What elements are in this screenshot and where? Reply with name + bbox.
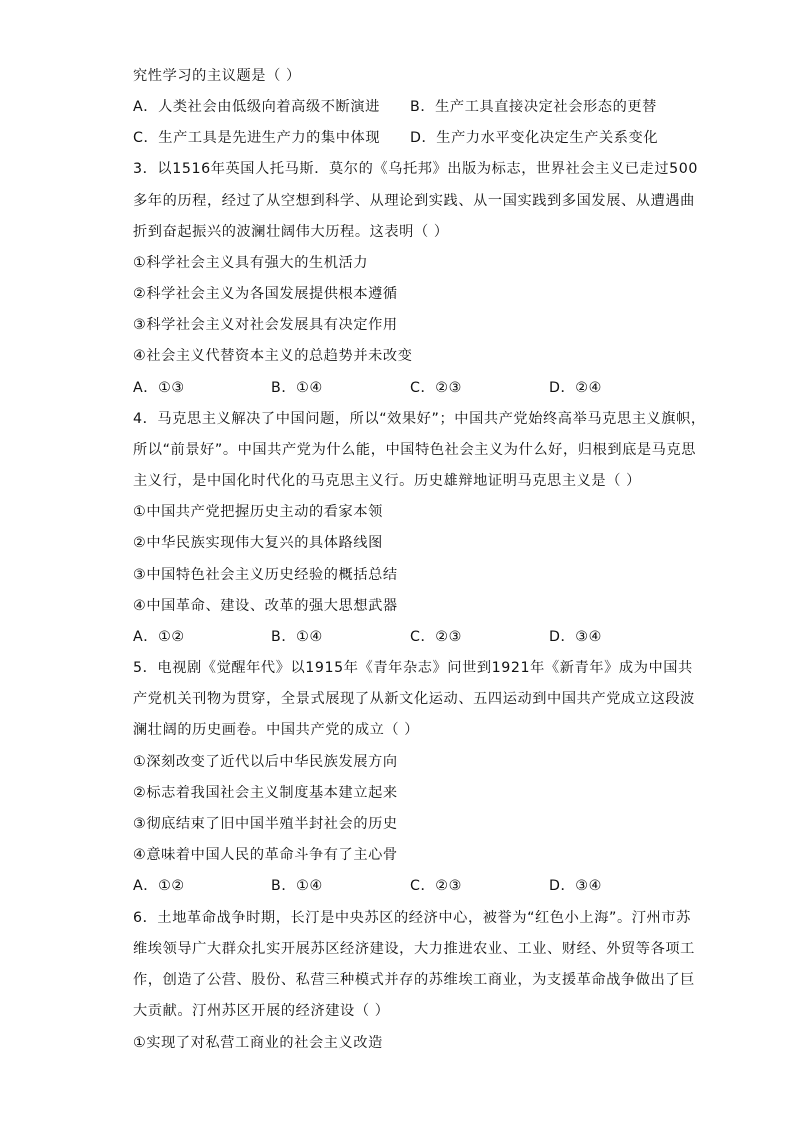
q4-stem-line: 所以“前景好”。中国共产党为什么能，中国特色社会主义为什么好，归根到底是马克思 (133, 442, 697, 458)
q5-option-b: B．①④ (271, 878, 323, 894)
q4-option-b: B．①④ (271, 629, 323, 645)
q3-option-d: D．②④ (549, 380, 602, 396)
q5-item: ②标志着我国社会主义制度基本建立起来 (133, 785, 398, 801)
q5-stem-line: 5．电视剧《觉醒年代》以1915年《青年杂志》问世到1921年《新青年》成为中国共 (133, 660, 693, 676)
q4-stem-line: 4．马克思主义解决了中国问题，所以“效果好”；中国共产党始终高举马克思主义旗帜， (133, 411, 706, 427)
q6-item: ①实现了对私营工商业的社会主义改造 (133, 1035, 383, 1051)
q5-item: ④意味着中国人民的革命斗争有了主心骨 (133, 847, 398, 863)
q2-option-a: A．人类社会由低级向着高级不断演进 (133, 99, 380, 115)
q5-stem-line: 澜壮阔的历史画卷。中国共产党的成立（ ） (133, 722, 420, 738)
q5-item: ①深刻改变了近代以后中华民族发展方向 (133, 754, 398, 770)
q3-option-b: B．①④ (271, 380, 323, 396)
q5-option-d: D．③④ (549, 878, 602, 894)
q3-item: ①科学社会主义具有强大的生机活力 (133, 255, 369, 271)
q3-item: ②科学社会主义为各国发展提供根本遵循 (133, 286, 398, 302)
q3-option-c: C．②③ (410, 380, 462, 396)
q4-item: ④中国革命、建设、改革的强大思想武器 (133, 598, 398, 614)
q4-item: ①中国共产党把握历史主动的看家本领 (133, 504, 383, 520)
q2-option-d: D．生产力水平变化决定生产关系变化 (410, 130, 659, 146)
q2-stem-tail: 究性学习的主议题是（ ） (133, 68, 301, 84)
q4-item: ③中国特色社会主义历史经验的概括总结 (133, 567, 398, 583)
q2-option-b: B．生产工具直接决定社会形态的更替 (410, 99, 657, 115)
q4-item: ②中华民族实现伟大复兴的具体路线图 (133, 535, 383, 551)
q3-stem-line: 多年的历程，经过了从空想到科学、从理论到实践、从一国实践到多国发展、从遭遇曲 (133, 193, 695, 209)
q3-stem-line: 3．以1516年英国人托马斯．莫尔的《乌托邦》出版为标志，世界社会主义已走过500 (133, 161, 699, 177)
q3-stem-line: 折到奋起振兴的波澜壮阔伟大历程。这表明（ ） (133, 224, 449, 240)
q6-stem-line: 维埃领导广大群众扎实开展苏区经济建设，大力推进农业、工业、财经、外贸等各项工 (133, 941, 695, 957)
q6-stem-line: 6．土地革命战争时期，长汀是中央苏区的经济中心，被誉为“红色小上海”。汀州市苏 (133, 910, 691, 926)
q5-stem-line: 产党机关刊物为贯穿，全景式展现了从新文化运动、五四运动到中国共产党成立这段波 (133, 691, 695, 707)
q5-option-c: C．②③ (410, 878, 462, 894)
q6-stem-line: 作，创造了公营、股份、私营三种模式并存的苏维埃工商业，为支援革命战争做出了巨 (133, 972, 695, 988)
q4-option-c: C．②③ (410, 629, 462, 645)
q3-item: ③科学社会主义对社会发展具有决定作用 (133, 317, 398, 333)
q5-item: ③彻底结束了旧中国半殖半封社会的历史 (133, 816, 398, 832)
q4-option-d: D．③④ (549, 629, 602, 645)
q3-item: ④社会主义代替资本主义的总趋势并未改变 (133, 348, 413, 364)
q2-option-c: C．生产工具是先进生产力的集中体现 (133, 130, 381, 146)
q6-stem-line: 大贡献。汀州苏区开展的经济建设（ ） (133, 1003, 390, 1019)
q5-option-a: A．①② (133, 878, 185, 894)
q4-option-a: A．①② (133, 629, 185, 645)
q3-option-a: A．①③ (133, 380, 185, 396)
q4-stem-line: 主义行，是中国化时代化的马克思主义行。历史雄辩地证明马克思主义是（ ） (133, 473, 641, 489)
